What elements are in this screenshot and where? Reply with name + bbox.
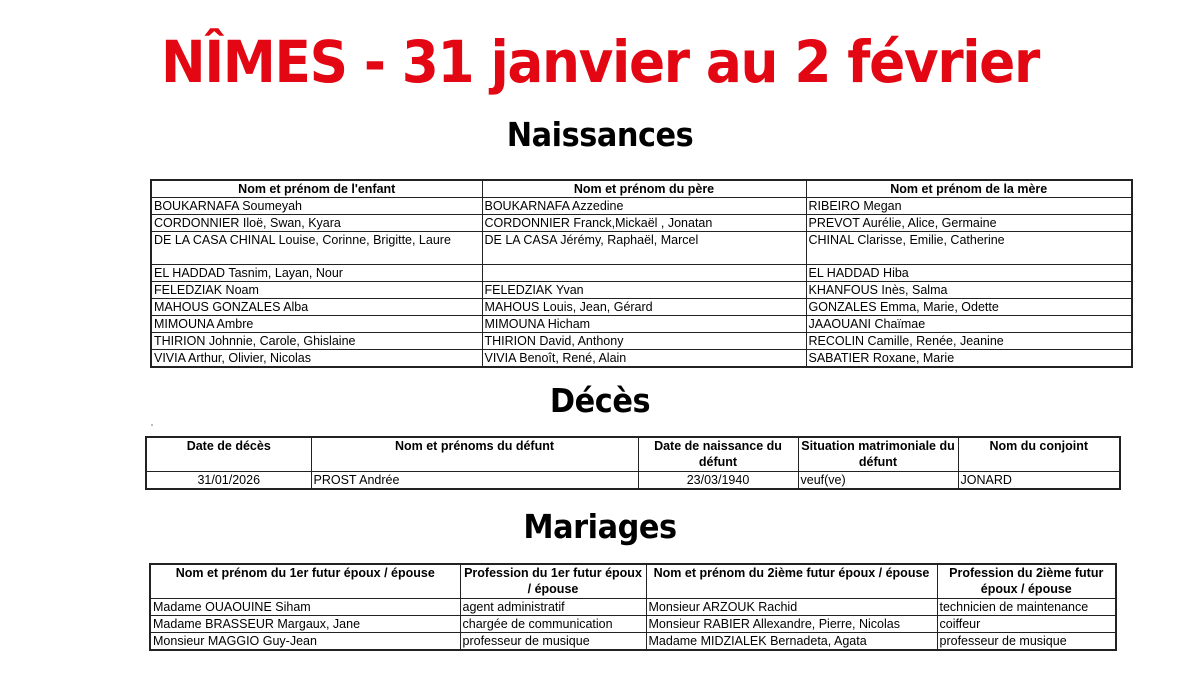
- section-title-naissances: Naissances: [506, 115, 694, 154]
- column-header-birth-date: Date de naissance du défunt: [638, 437, 798, 471]
- column-header-spouse2-name: Nom et prénom du 2ième futur époux / épouse: [646, 564, 937, 598]
- father-name: THIRION David, Anthony: [482, 333, 806, 350]
- column-header-deceased-name: Nom et prénoms du défunt: [311, 437, 638, 471]
- column-header-child: Nom et prénom de l'enfant: [151, 180, 482, 198]
- father-name: FELEDZIAK Yvan: [482, 282, 806, 299]
- child-name: MIMOUNA Ambre: [151, 316, 482, 333]
- birth-date: 23/03/1940: [638, 471, 798, 489]
- spouse2-name: Madame MIDZIALEK Bernadeta, Agata: [646, 632, 937, 650]
- section-title-mariages: Mariages: [523, 507, 677, 546]
- table-row: [151, 299, 1132, 316]
- spouse2-profession: technicien de maintenance: [937, 598, 1116, 615]
- mother-name: JAAOUANI Chaïmae: [806, 316, 1132, 333]
- column-header-spouse-name: Nom du conjoint: [958, 437, 1120, 471]
- column-header-spouse1-profession: Profession du 1er futur époux / épouse: [460, 564, 646, 598]
- spouse1-profession: chargée de communication: [460, 615, 646, 632]
- table-row: [151, 316, 1132, 333]
- spouse-name: JONARD: [958, 471, 1120, 489]
- column-header-spouse2-profession: Profession du 2ième futur époux / épouse: [937, 564, 1116, 598]
- table-row: [150, 598, 1116, 615]
- table-row: [151, 198, 1132, 215]
- child-name: VIVIA Arthur, Olivier, Nicolas: [151, 350, 482, 368]
- deaths-table: [145, 436, 1121, 490]
- child-name: EL HADDAD Tasnim, Layan, Nour: [151, 265, 482, 282]
- father-name: MAHOUS Louis, Jean, Gérard: [482, 299, 806, 316]
- child-name: DE LA CASA CHINAL Louise, Corinne, Brigitte, Laure: [151, 232, 482, 265]
- father-name: DE LA CASA Jérémy, Raphaël, Marcel: [482, 232, 806, 265]
- child-name: BOUKARNAFA Soumeyah: [151, 198, 482, 215]
- child-name: THIRION Johnnie, Carole, Ghislaine: [151, 333, 482, 350]
- spouse2-name: Monsieur ARZOUK Rachid: [646, 598, 937, 615]
- column-header-death-date: Date de décès: [146, 437, 311, 471]
- table-row: [151, 232, 1132, 265]
- table-row: [151, 215, 1132, 232]
- table-row: [151, 350, 1132, 368]
- marriages-table: [149, 563, 1117, 651]
- spouse1-profession: agent administratif: [460, 598, 646, 615]
- spouse2-profession: professeur de musique: [937, 632, 1116, 650]
- table-row: [146, 471, 1120, 489]
- table-row: [151, 282, 1132, 299]
- mother-name: RIBEIRO Megan: [806, 198, 1132, 215]
- mother-name: PREVOT Aurélie, Alice, Germaine: [806, 215, 1132, 232]
- column-header-father: Nom et prénom du père: [482, 180, 806, 198]
- table-header-row: [146, 437, 1120, 471]
- spouse2-profession: coiffeur: [937, 615, 1116, 632]
- death-date: 31/01/2026: [146, 471, 311, 489]
- father-name: BOUKARNAFA Azzedine: [482, 198, 806, 215]
- father-name: CORDONNIER Franck,Mickaël , Jonatan: [482, 215, 806, 232]
- mother-name: EL HADDAD Hiba: [806, 265, 1132, 282]
- table-row: [151, 333, 1132, 350]
- table-header-row: [150, 564, 1116, 598]
- births-table: [150, 179, 1133, 368]
- column-header-mother: Nom et prénom de la mère: [806, 180, 1132, 198]
- spouse1-name: Madame BRASSEUR Margaux, Jane: [150, 615, 460, 632]
- father-name: [482, 265, 806, 282]
- child-name: CORDONNIER Iloë, Swan, Kyara: [151, 215, 482, 232]
- page-title: NÎMES - 31 janvier au 2 février: [161, 28, 1039, 96]
- column-header-spouse1-name: Nom et prénom du 1er futur époux / épouse: [150, 564, 460, 598]
- table-row: [150, 615, 1116, 632]
- child-name: MAHOUS GONZALES Alba: [151, 299, 482, 316]
- mother-name: RECOLIN Camille, Renée, Jeanine: [806, 333, 1132, 350]
- spouse1-name: Madame OUAOUINE Siham: [150, 598, 460, 615]
- column-header-marital-status: Situation matrimoniale du défunt: [798, 437, 958, 471]
- table-row: [150, 632, 1116, 650]
- mother-name: KHANFOUS Inès, Salma: [806, 282, 1132, 299]
- spouse1-name: Monsieur MAGGIO Guy-Jean: [150, 632, 460, 650]
- father-name: MIMOUNA Hicham: [482, 316, 806, 333]
- father-name: VIVIA Benoît, René, Alain: [482, 350, 806, 368]
- spouse2-name: Monsieur RABIER Allexandre, Pierre, Nicolas: [646, 615, 937, 632]
- mother-name: CHINAL Clarisse, Emilie, Catherine: [806, 232, 1132, 265]
- child-name: FELEDZIAK Noam: [151, 282, 482, 299]
- section-title-deces: Décès: [549, 381, 651, 420]
- mother-name: SABATIER Roxane, Marie: [806, 350, 1132, 368]
- spouse1-profession: professeur de musique: [460, 632, 646, 650]
- mother-name: GONZALES Emma, Marie, Odette: [806, 299, 1132, 316]
- table-row: [151, 265, 1132, 282]
- table-header-row: [151, 180, 1132, 198]
- deceased-name: PROST Andrée: [311, 471, 638, 489]
- scan-artifact: [151, 424, 153, 426]
- marital-status: veuf(ve): [798, 471, 958, 489]
